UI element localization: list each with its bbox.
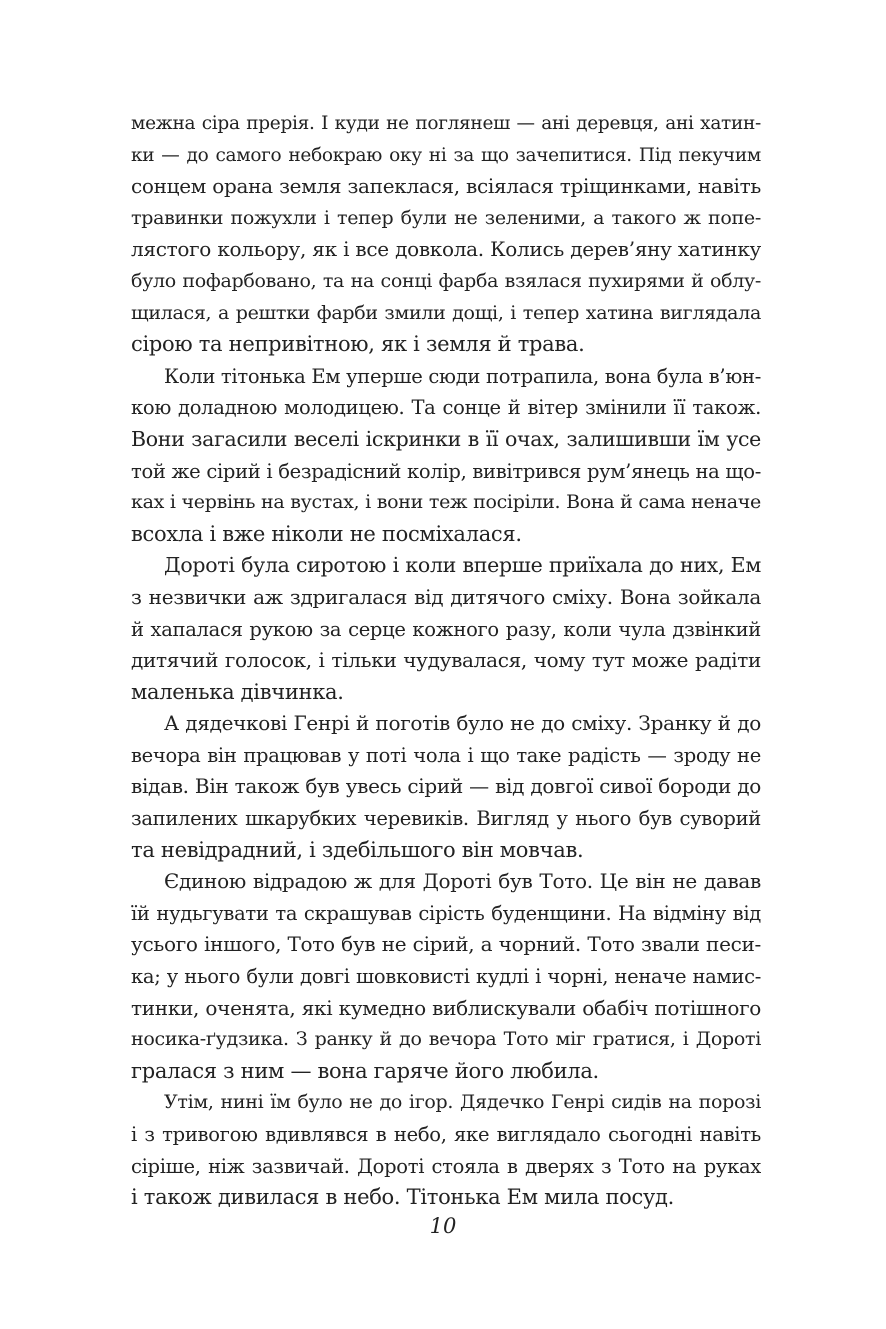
text-line: гралася з ним — вона гаряче його любила.	[131, 1058, 599, 1083]
paragraph	[131, 866, 761, 1087]
text-line: ка; у нього були довгі шовковисті кудлі і чорні, неначе намис-	[131, 965, 761, 989]
text-line: усього іншого, Тото був не сірий, а чорний. Тото звали песи-	[131, 932, 761, 957]
text-line: той же сірий і безрадісний колір, вивітрився рум’янець на що-	[131, 459, 761, 483]
text-line: межна сіра прерія. І куди не поглянеш — ані деревця, ані хатин-	[131, 113, 761, 134]
text-line: травинки пожухли і тепер були не зеленими, а такого ж попе-	[131, 206, 761, 229]
text-line: маленька дівчинка.	[131, 679, 344, 704]
page-number: 10	[429, 1214, 457, 1238]
paragraph	[131, 361, 761, 551]
body-text	[131, 108, 761, 1214]
text-line: дитячий голосок, і тільки чудувалася, чому тут може радіти	[131, 648, 761, 673]
text-line: тинки, оченята, які кумедно виблискували обабіч потішного	[131, 995, 761, 1020]
text-line: носика-ґудзика. З ранку й до вечора Тото міг гратися, і Дороті	[131, 1028, 761, 1051]
text-line: ки — до самого небокраю оку ні за що зачепитися. Під пекучим	[131, 144, 761, 166]
text-line: Коли тітонька Ем уперше сюди потрапила, вона була в’юн-	[164, 364, 761, 388]
text-line: всохла і вже ніколи не посміхалася.	[131, 521, 522, 546]
text-line: і з тривогою вдивлявся в небо, яке виглядало сьогодні навіть	[131, 1123, 761, 1146]
text-line: і також дивилася в небо. Тітонька Ем мила посуд.	[131, 1185, 675, 1210]
text-line: запилених шкарубких черевиків. Вигляд у нього був суворий	[131, 807, 761, 831]
text-line: щилася, а рештки фарби змили дощі, і тепер хатина виглядала	[131, 301, 761, 324]
paragraph	[131, 550, 761, 708]
text-line: сонцем орана земля запеклася, всіялася тріщинками, навіть	[131, 174, 761, 199]
text-line: Єдиною відрадою ж для Дороті був Тото. Це він не давав	[164, 869, 761, 894]
text-line: сіріше, ніж зазвичай. Дороті стояла в дверях з Тото на руках	[131, 1154, 761, 1178]
text-line: їй нудьгувати та скрашував сірість буденщини. На відміну від	[131, 901, 761, 925]
text-line: сірою та непривітною, як і земля й трава.	[131, 332, 585, 357]
text-line: кою доладною молодицею. Та сонце й вітер змінили її також.	[131, 396, 761, 420]
text-line: було пофарбовано, та на сонці фарба взялася пухирями й облу-	[131, 269, 761, 292]
text-line: Вони загасили веселі іскринки в її очах, залишивши їм усе	[131, 426, 761, 451]
text-line: й хапалася рукою за серце кожного разу, коли чула дзвінкий	[131, 617, 761, 641]
text-line: А дядечкові Генрі й поготів було не до сміху. Зранку й до	[164, 711, 761, 736]
paragraph	[131, 108, 761, 361]
text-line: та невідрадний, і здебільшого він мовчав.	[131, 837, 584, 862]
text-line: відав. Він також був увесь сірий — від довгої сивої бороди до	[131, 774, 761, 799]
paragraph	[131, 1087, 761, 1213]
text-line: вечора він працював у поті чола і що таке радість — зроду не	[131, 743, 761, 767]
text-line: Дороті була сиротою і коли вперше приїхала до них, Ем	[164, 553, 761, 578]
text-line: ках і червінь на вустах, і вони теж посіріли. Вона й сама неначе	[131, 491, 761, 514]
paragraph	[131, 708, 761, 866]
text-line: лястого кольору, як і все довкола. Колись дерев’яну хатинку	[131, 237, 761, 262]
text-line: Утім, нині їм було не до ігор. Дядечко Генрі сидів на порозі	[164, 1091, 761, 1114]
text-line: з незвички аж здригалася від дитячого сміху. Вона зойкала	[131, 584, 761, 609]
